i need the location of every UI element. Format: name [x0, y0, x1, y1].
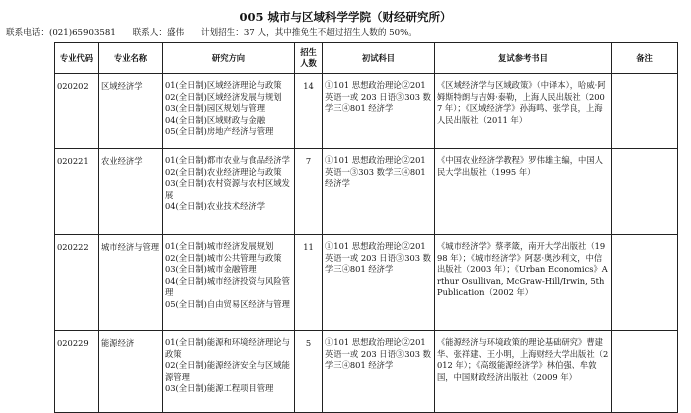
- header-exam: 初试科目: [323, 43, 435, 74]
- row-quota: 7: [295, 149, 323, 235]
- direction-item: 04(全日制)农业技术经济学: [165, 201, 266, 212]
- row-remark: [612, 74, 678, 149]
- row-exam: ①101 思想政治理论②201 英语一或 203 日语③303 数学三④801 经济学: [323, 235, 435, 331]
- direction-item: 03(全日制)农村资源与农村区域发展: [165, 178, 290, 200]
- row-quota: 11: [295, 235, 323, 331]
- direction-item: 05(全日制)房地产经济与管理: [165, 126, 274, 137]
- row-books: 《能源经济与环境政策的理论基础研究》曹建华、张祥建、王小明，上海财经大学出版社（2012 年）；《高级能源经济学》林伯强、牟敦国，中国财政经济出版社（2009 年）: [435, 331, 612, 413]
- row-books: 《中国农业经济学教程》罗伟雄主编，中国人民大学出版社（1995 年）: [435, 149, 612, 235]
- table-row: [55, 235, 678, 331]
- direction-item: 01(全日制)能源和环境经济理论与政策: [165, 337, 290, 359]
- enrollment-plan: 计划招生：37 人，其中推免生不超过招生人数的 50%。: [200, 28, 417, 38]
- row-directions: [163, 74, 295, 149]
- direction-item: 04(全日制)城市经济投资与风险管理: [165, 275, 290, 298]
- row-directions: [163, 331, 295, 413]
- direction-item: 01(全日制)城市经济发展规划: [165, 241, 274, 251]
- row-quota: 14: [295, 74, 323, 149]
- row-code: 020222: [55, 235, 99, 331]
- header-quota: 招生人数: [295, 43, 323, 74]
- contact-phone: 联系电话：(021)65903581: [6, 28, 116, 38]
- direction-item: 03(全日制)园区规划与管理: [165, 103, 266, 114]
- row-quota: 5: [295, 331, 323, 413]
- contact-person: 联系人：盛伟: [132, 28, 185, 38]
- table-row: [55, 331, 678, 413]
- direction-item: 02(全日制)农业经济理论与政策: [165, 166, 282, 177]
- direction-item: 05(全日制)自由贸易区经济与管理: [165, 298, 290, 309]
- direction-item: 03(全日制)能源工程项目管理: [165, 383, 274, 394]
- header-name: 专业名称: [99, 43, 163, 74]
- direction-item: 02(全日制)城市公共管理与政策: [165, 252, 282, 263]
- row-directions: [163, 149, 295, 235]
- header-direction: 研究方向: [163, 43, 295, 74]
- row-name: 农业经济学: [99, 149, 163, 235]
- row-books: 《城市经济学》蔡孝箴，南开大学出版社（1998 年）；《城市经济学》阿瑟·奥沙利文，中信出版社（2003 年）；《Urban Economics》Arthur Osullivan, McGraw-Hill/Irwin, 5th Publication（2002 年）: [435, 235, 612, 331]
- program-table: [54, 42, 678, 413]
- direction-item: 01(全日制)都市农业与食品经济学: [165, 155, 290, 165]
- row-remark: [612, 149, 678, 235]
- row-code: 020202: [55, 74, 99, 149]
- header-code: 专业代码: [55, 43, 99, 74]
- row-code: 020221: [55, 149, 99, 235]
- row-directions: [163, 235, 295, 331]
- row-exam: ①101 思想政治理论②201 英语一或 203 日语③303 数学三④801 经济学: [323, 74, 435, 149]
- table-row: [55, 74, 678, 149]
- row-remark: [612, 331, 678, 413]
- direction-item: 02(全日制)区域经济发展与规划: [165, 91, 282, 102]
- direction-item: 02(全日制)能源经济安全与区域能源管理: [165, 360, 290, 382]
- row-name: 城市经济与管理: [99, 235, 163, 331]
- direction-item: 04(全日制)区域财政与金融: [165, 114, 266, 125]
- row-remark: [612, 235, 678, 331]
- direction-item: 01(全日制)区域经济理论与政策: [165, 80, 282, 90]
- table-row: [55, 149, 678, 235]
- row-exam: ①101 思想政治理论②201 英语一或 203 日语③303 数学三④801 经济学: [323, 331, 435, 413]
- row-code: 020229: [55, 331, 99, 413]
- table-header-row: [55, 43, 678, 74]
- header-remark: 备注: [612, 43, 678, 74]
- direction-item: 03(全日制)城市金融管理: [165, 264, 257, 275]
- page-title: 005 城市与区域科学学院（财经研究所）: [239, 10, 452, 24]
- row-name: 能源经济: [99, 331, 163, 413]
- row-name: 区域经济学: [99, 74, 163, 149]
- row-books: 《区域经济学与区域政策》（中译本），哈威·阿姆斯特朗与吉姆·泰勒，上海人民出版社（2007 年）；《区域经济学》孙海鸣、张学良，上海人民出版社（2011 年）: [435, 74, 612, 149]
- header-books: 复试参考书目: [435, 43, 612, 74]
- row-exam: ①101 思想政治理论②201 英语一③303 数学三④801 经济学: [323, 149, 435, 235]
- contact-line: [6, 26, 686, 38]
